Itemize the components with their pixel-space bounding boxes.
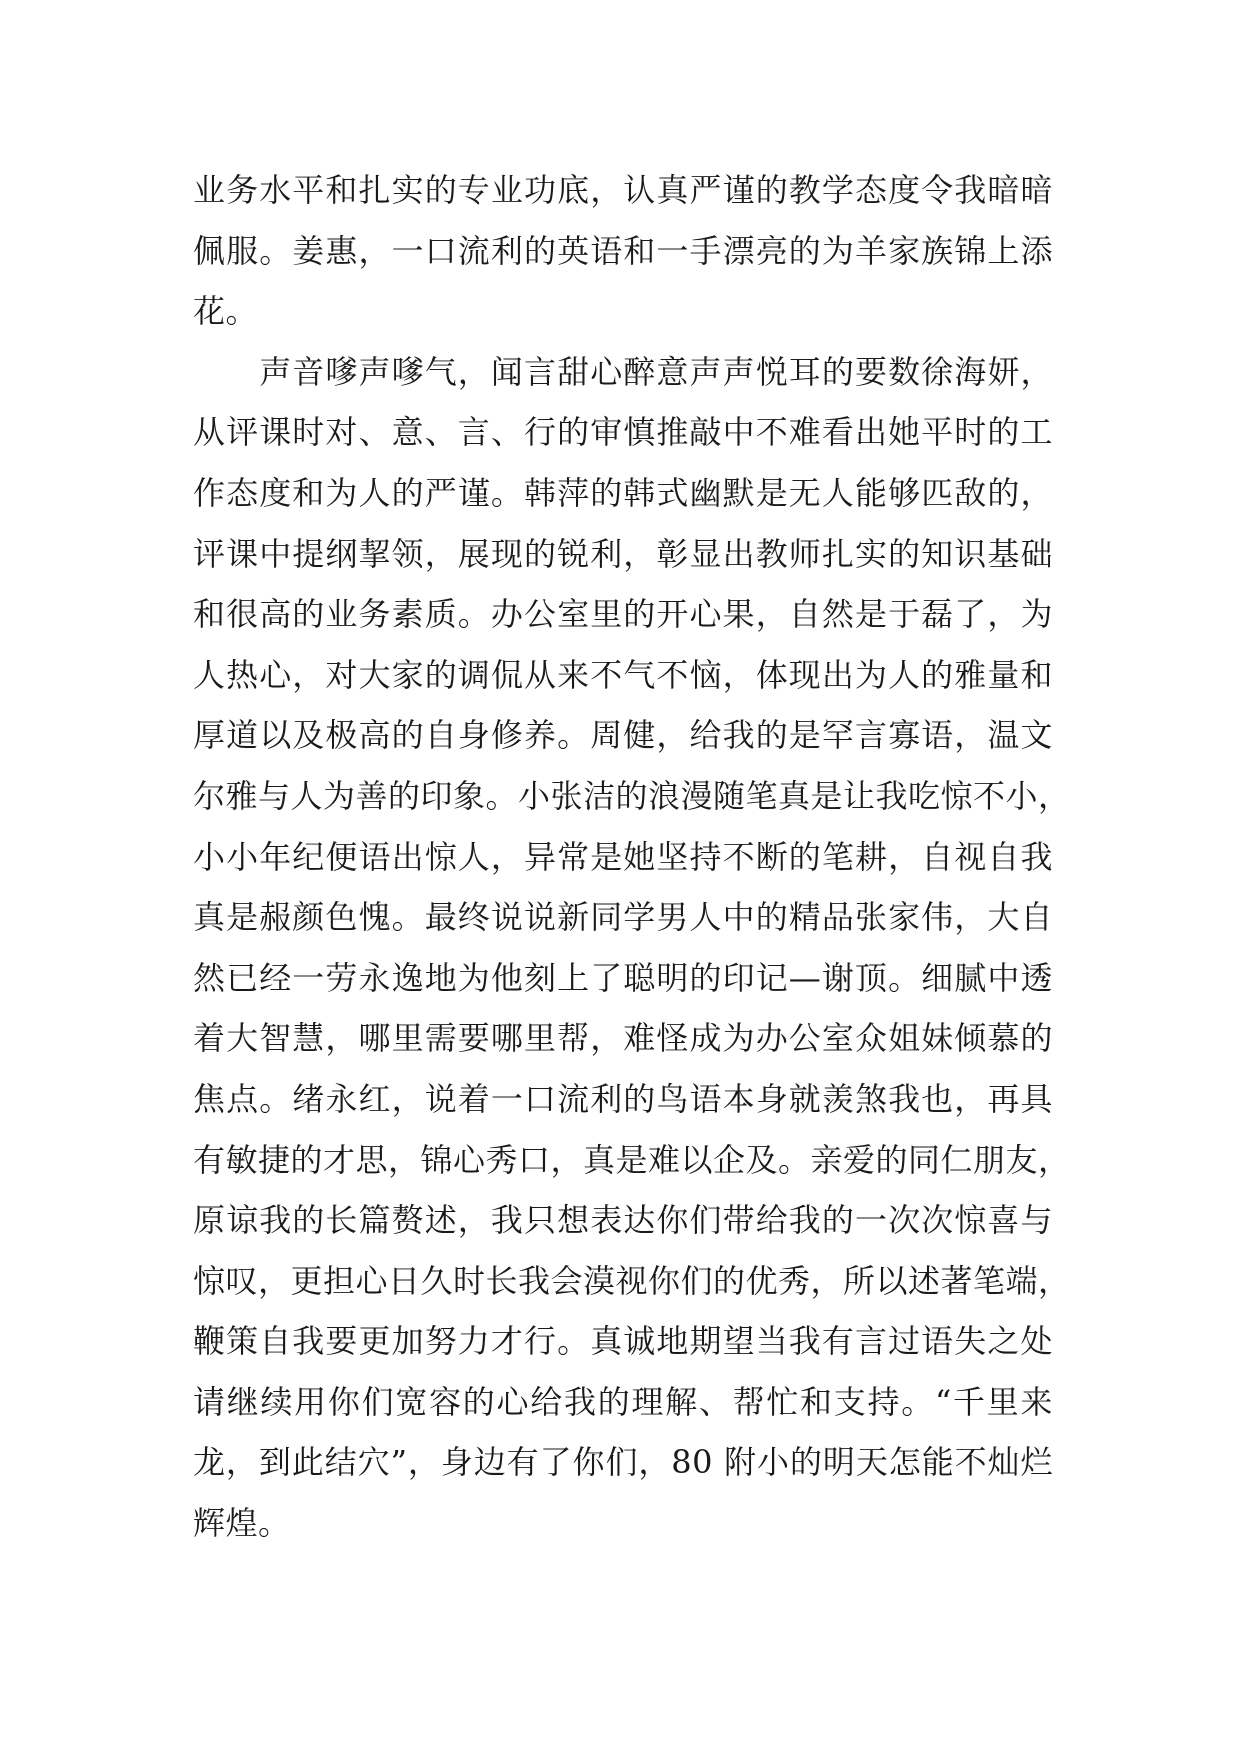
text-line: 鞭策自我要更加努力才行。真诚地期望当我有言过语失之处: [193, 1322, 1053, 1361]
text-line: 佩服。姜惠，一口流利的英语和一手漂亮的为羊家族锦上添: [193, 231, 1053, 270]
text-line: 小小年纪便语出惊人，异常是她坚持不断的笔耕，自视自我: [193, 837, 1053, 876]
text-line: 辉煌。: [193, 1504, 291, 1543]
text-line: 真是赧颜色愧。最终说说新同学男人中的精品张家伟，大自: [193, 898, 1053, 937]
text-line: 声音嗲声嗲气，闻言甜心醉意声声悦耳的要数徐海妍，: [193, 352, 1053, 391]
text-line: 评课中提纲挈领，展现的锐利，彰显出教师扎实的知识基础: [193, 534, 1053, 573]
text-line: 从评课时对、意、言、行的审慎推敲中不难看出她平时的工: [193, 413, 1053, 452]
text-line: 厚道以及极高的自身修养。周健，给我的是罕言寡语，温文: [193, 716, 1053, 755]
text-line: 作态度和为人的严谨。韩萍的韩式幽默是无人能够匹敌的，: [193, 473, 1053, 512]
body-text: [193, 160, 1071, 1554]
text-line: 和很高的业务素质。办公室里的开心果，自然是于磊了，为: [193, 595, 1053, 634]
text-line: 焦点。绪永红，说着一口流利的鸟语本身就羡煞我也，再具: [193, 1079, 1053, 1118]
text-line: 龙，到此结穴”，身边有了你们，80 附小的明天怎能不灿烂: [193, 1443, 1053, 1482]
text-line: 惊叹，更担心日久时长我会漠视你们的优秀，所以述著笔端，: [193, 1261, 1071, 1300]
text-line: 着大智慧，哪里需要哪里帮，难怪成为办公室众姐妹倾慕的: [193, 1019, 1053, 1058]
text-line: 然已经一劳永逸地为他刻上了聪明的印记—谢顶。细腻中透: [193, 958, 1053, 997]
text-line: 尔雅与人为善的印象。小张洁的浪漫随笔真是让我吃惊不小，: [193, 776, 1071, 815]
text-line: 业务水平和扎实的专业功底，认真严谨的教学态度令我暗暗: [193, 171, 1053, 209]
text-line: 有敏捷的才思，锦心秀口，真是难以企及。亲爱的同仁朋友，: [193, 1140, 1071, 1179]
text-line: 请继续用你们宽容的心给我的理解、帮忙和支持。“千里来: [193, 1382, 1053, 1421]
text-line: 花。: [193, 292, 259, 331]
text-line: 原谅我的长篇赘述，我只想表达你们带给我的一次次惊喜与: [193, 1201, 1053, 1240]
text-line: 人热心，对大家的调侃从来不气不恼，体现出为人的雅量和: [193, 655, 1053, 694]
